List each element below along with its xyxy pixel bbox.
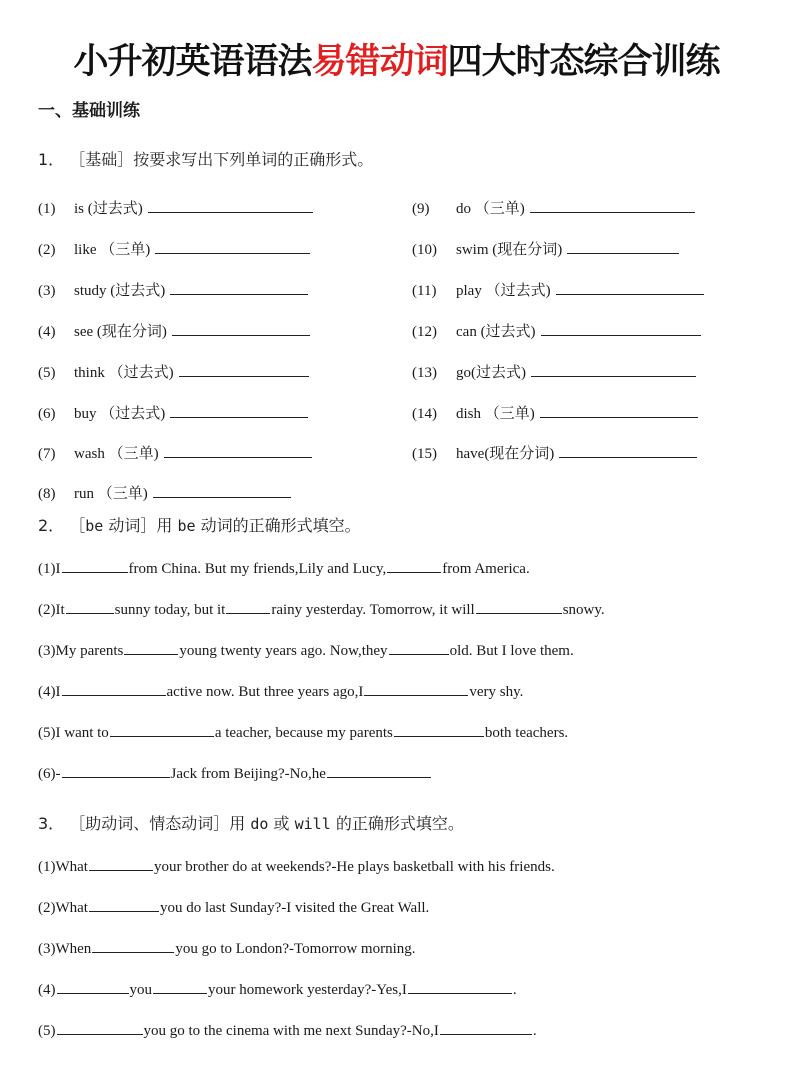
answer-blank[interactable] — [179, 375, 309, 377]
answer-blank[interactable] — [66, 612, 114, 614]
answer-blank[interactable] — [92, 951, 174, 953]
answer-blank[interactable] — [153, 992, 207, 994]
sentence: (1)I from China. But my friends,Lily and Lucy, from America. — [38, 561, 530, 577]
answer-blank[interactable] — [89, 869, 153, 871]
answer-blank[interactable] — [155, 252, 310, 254]
answer-blank[interactable] — [559, 456, 697, 458]
answer-blank[interactable] — [476, 612, 562, 614]
answer-blank[interactable] — [110, 735, 214, 737]
word-item: (4) see (现在分词) — [38, 320, 311, 341]
answer-blank[interactable] — [62, 571, 128, 573]
answer-blank[interactable] — [124, 653, 178, 655]
answer-blank[interactable] — [389, 653, 449, 655]
word-item: (7) wash （三单) — [38, 442, 313, 463]
word-item: (11) play （过去式) — [412, 279, 705, 300]
answer-blank[interactable] — [440, 1033, 532, 1035]
sentence: (6)- Jack from Beijing?-No,he — [38, 766, 432, 783]
word-item: (1) is (过去式) — [38, 197, 314, 218]
sentence: (3)My parents young twenty years ago. Now,they old. But I love them. — [38, 643, 574, 659]
sentence: (1)What your brother do at weekends?-He plays basketball with his friends. — [38, 859, 555, 875]
word-item: (2) like （三单) — [38, 238, 311, 259]
sentence: (5)I want to a teacher, because my parents both teachers. — [38, 725, 569, 741]
answer-blank[interactable] — [567, 252, 679, 254]
answer-blank[interactable] — [153, 496, 291, 498]
answer-blank[interactable] — [531, 375, 696, 377]
answer-blank[interactable] — [62, 776, 170, 778]
answer-blank[interactable] — [540, 416, 698, 418]
answer-blank[interactable] — [164, 456, 312, 458]
question-1-heading: 1． ［基础］按要求写出下列单词的正确形式。 — [38, 150, 374, 169]
answer-blank[interactable] — [62, 694, 166, 696]
answer-blank[interactable] — [541, 334, 701, 336]
answer-blank[interactable] — [408, 992, 512, 994]
answer-blank[interactable] — [387, 571, 441, 573]
word-item: (13) go(过去式) — [412, 361, 697, 382]
sentence: (4) you your homework yesterday?-Yes,I . — [38, 982, 517, 998]
answer-blank[interactable] — [327, 776, 431, 778]
answer-blank[interactable] — [556, 293, 704, 295]
sentence: (2)It sunny today, but it rainy yesterday. Tomorrow, it will snowy. — [38, 602, 605, 618]
answer-blank[interactable] — [148, 211, 313, 213]
word-item: (5) think （过去式) — [38, 361, 310, 382]
word-item: (3) study (过去式) — [38, 279, 309, 300]
page-title: 小升初英语语法易错动词四大时态综合训练 — [73, 42, 720, 82]
section-heading: 一、基础训练 — [38, 101, 140, 121]
answer-blank[interactable] — [57, 992, 129, 994]
word-item: (9) do （三单) — [412, 197, 696, 218]
answer-blank[interactable] — [172, 334, 310, 336]
title-highlight: 易错动词 — [311, 42, 448, 82]
answer-blank[interactable] — [530, 211, 695, 213]
answer-blank[interactable] — [394, 735, 484, 737]
answer-blank[interactable] — [57, 1033, 143, 1035]
sentence: (3)When you go to London?-Tomorrow morning. — [38, 941, 416, 957]
word-item: (14) dish （三单) — [412, 402, 699, 423]
sentence: (5) you go to the cinema with me next Sunday?-No,I . — [38, 1023, 537, 1039]
answer-blank[interactable] — [226, 612, 270, 614]
word-item: (12) can (过去式) — [412, 320, 702, 341]
question-3-heading: 3． ［助动词、情态动词］用 do 或 will 的正确形式填空。 — [38, 814, 464, 833]
answer-blank[interactable] — [170, 293, 308, 295]
answer-blank[interactable] — [89, 910, 159, 912]
word-item: (15) have(现在分词) — [412, 442, 698, 463]
answer-blank[interactable] — [170, 416, 308, 418]
sentence: (4)I active now. But three years ago,I very shy. — [38, 684, 524, 700]
word-item: (6) buy （过去式) — [38, 402, 309, 423]
word-item: (10) swim (现在分词) — [412, 238, 680, 259]
answer-blank[interactable] — [364, 694, 468, 696]
sentence: (2)What you do last Sunday?-I visited the Great Wall. — [38, 900, 430, 916]
word-item: (8) run （三单) — [38, 482, 292, 503]
question-2-heading: 2． ［be 动词］用 be 动词的正确形式填空。 — [38, 516, 361, 535]
